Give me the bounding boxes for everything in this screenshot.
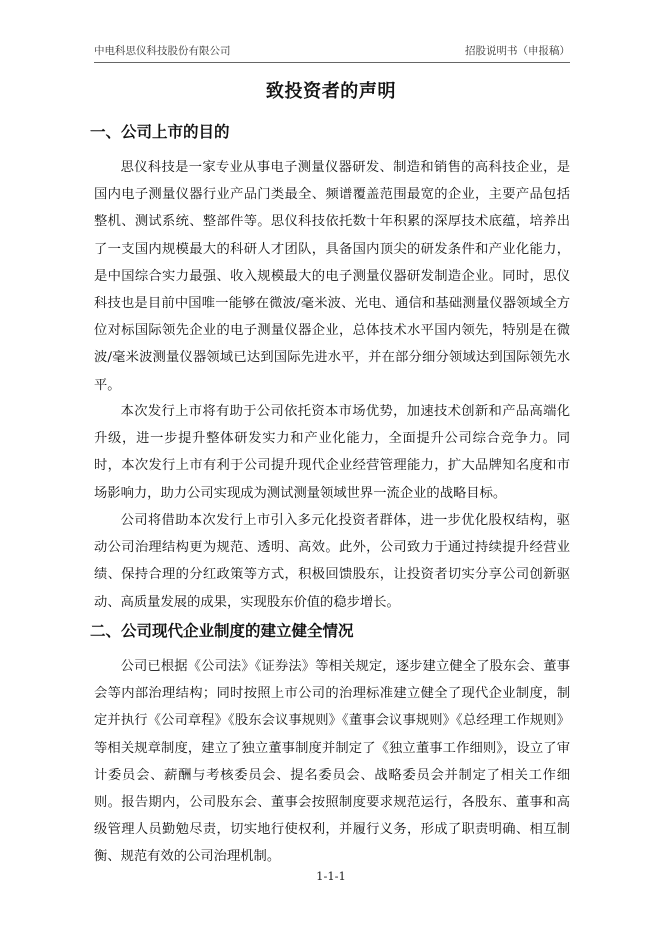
page-number: 1-1-1 bbox=[316, 869, 346, 883]
paragraph-governance-structure: 公司已根据《公司法》《证券法》等相关规定，逐步建立健全了股东会、董事会等内部治理结构；同时按照上市公司的治理标准建立健全了现代企业制度，制定并执行《公司章程》《股东会议事规则》《董事会议事规则》《总经理工作规则》等相关规章制度，建立了独立董事制度并制定了《独立董事工作细则》，设立了审计委员会、薪酬与考核委员会、提名委员会、战略委员会并制定了相关工作细则。报告期内，公司股东会、董事会按照制度要求规范运行，各股东、董事和高级管理人员勤勉尽责，切实地行使权利，并履行义务，形成了职责明确、相互制衡、规范有效的公司治理机制。 bbox=[94, 659, 570, 865]
page-title: 致投资者的声明 bbox=[265, 81, 397, 102]
header-document-type: 招股说明书（申报稿） bbox=[465, 45, 570, 57]
header-company-name: 中电科思仪科技股份有限公司 bbox=[94, 45, 231, 57]
section-heading-listing-purpose: 一、公司上市的目的 bbox=[90, 123, 230, 141]
paragraph-investor-return: 公司将借助本次发行上市引入多元化投资者群体，进一步优化股权结构，驱动公司治理结构更为规范、透明、高效。此外，公司致力于通过持续提升经营业绩、保持合理的分红政策等方式，积极回馈股东，让投资者切实分享公司创新驱动、高质量发展的成果，实现股东价值的稳步增长。 bbox=[94, 513, 570, 610]
paragraph-listing-benefits: 本次发行上市将有助于公司依托资本市场优势，加速技术创新和产品高端化升级，进一步提升整体研发实力和产业化能力，全面提升公司综合竞争力。同时，本次发行上市有利于公司提升现代企业经营管理能力，扩大品牌知名度和市场影响力，助力公司实现成为测试测量领域世界一流企业的战略目标。 bbox=[94, 404, 570, 501]
running-header bbox=[94, 44, 570, 63]
paragraph-company-overview: 思仪科技是一家专业从事电子测量仪器研发、制造和销售的高科技企业，是国内电子测量仪器行业产品门类最全、频谱覆盖范围最宽的企业，主要产品包括整机、测试系统、整部件等。思仪科技依托数十年积累的深厚技术底蕴，培养出了一支国内规模最大的科研人才团队，具备国内顶尖的研发条件和产业化能力，是中国综合实力最强、收入规模最大的电子测量仪器研发制造企业。同时，思仪科技也是目前中国唯一能够在微波/毫米波、光电、通信和基础测量仪器领域全方位对标国际领先企业的电子测量仪器企业，总体技术水平国内领先，特别是在微波/毫米波测量仪器领域已达到国际先进水平，并在部分细分领域达到国际领先水平。 bbox=[94, 160, 570, 393]
section-heading-corporate-governance: 二、公司现代企业制度的建立健全情况 bbox=[90, 622, 354, 640]
